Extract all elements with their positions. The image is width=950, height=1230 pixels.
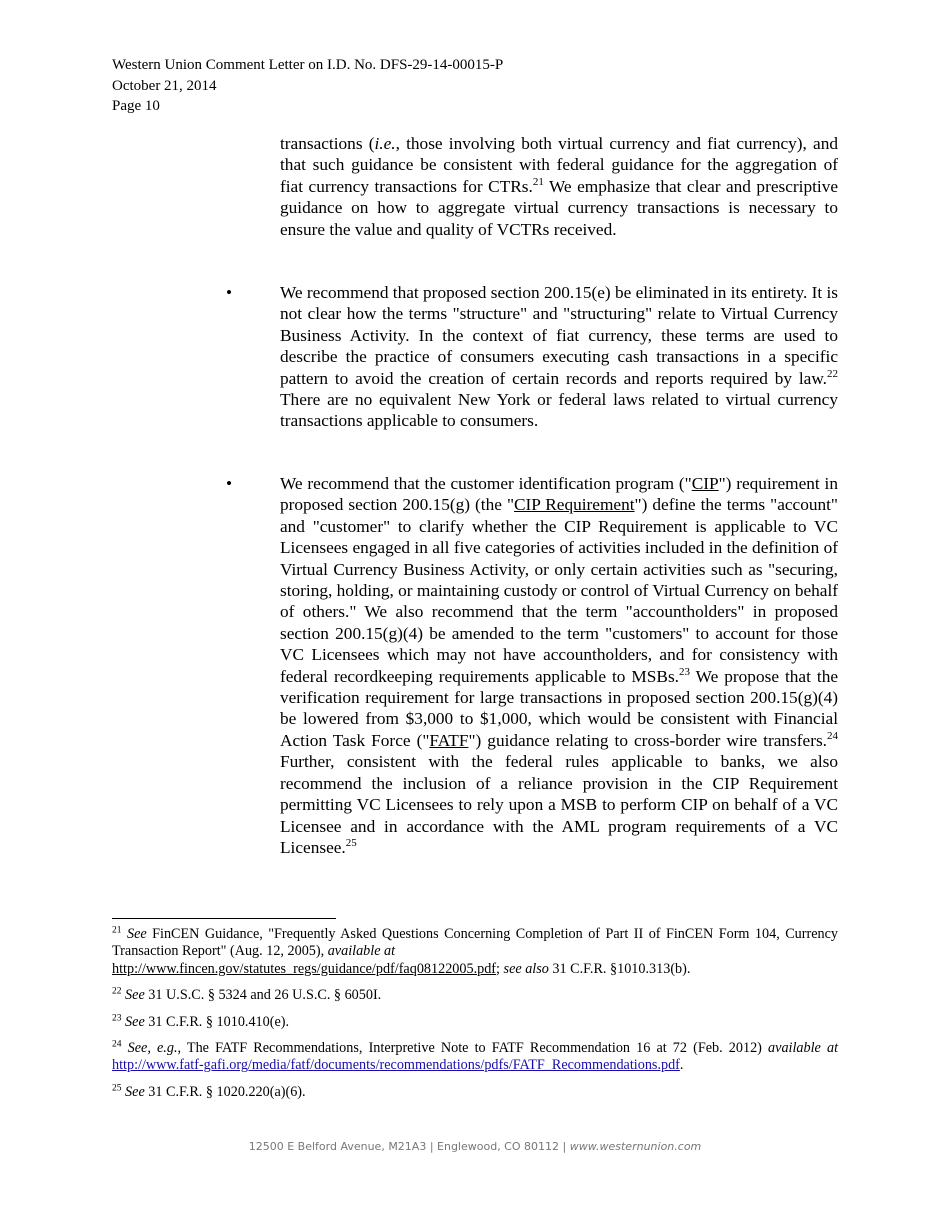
defined-term-fatf: FATF bbox=[429, 730, 469, 750]
defined-term-cip-requirement: CIP Requirement bbox=[514, 495, 635, 515]
footnote-ref-24[interactable]: 24 bbox=[827, 730, 838, 743]
footnote-divider bbox=[112, 918, 336, 919]
footnote-ref-25[interactable]: 25 bbox=[345, 837, 357, 850]
fincen-url-link[interactable]: http://www.fincen.gov/statutes_regs/guidance/pdf/faq08122005.pdf bbox=[112, 960, 497, 977]
fatf-url-link[interactable]: http://www.fatf-gafi.org/media/fatf/documents/recommendations/pdfs/FATF_Recommendations.pdf bbox=[112, 1057, 680, 1074]
bullet-text: We recommend that the customer identification program ("CIP") requirement in proposed section 200.15(g) (the "CIP Requirement") define the terms "account" and "customer" to clarify whether the CIP Requirement is applicable to VC Licensees engaged in all five categories of activities included in the definition of Virtual Currency Business Activity, or only certain activities such as "securing, storing, holding, or maintaining custody or control of Virtual Currency on behalf of others." We also recommend that the term "accountholders" in proposed section 200.15(g)(4) be amended to the term "customers" to account for those VC Licensees which may not have accountholders, and for consistency with federal recordkeeping requirements applicable to MSBs.$^{23}$ We propose that the verification requirement for large transactions in proposed section 200.15(g)(4) be lowered from $3,000 to $1,000, which would be consistent with Financial Action Task Force ("FATF") guidance relating to cross-border wire transfers.$^{24}$ Further, consistent with the federal rules applicable to banks, we also recommend the inclusion of a reliance provision in the CIP Requirement permitting VC Licensees to rely upon a MSB to perform CIP on behalf of a VC Licensee and in accordance with the AML program requirements of a VC Licensee.$^{25}$ bbox=[280, 474, 839, 857]
continuation-paragraph: transactions (i.e., those involving both virtual currency and fiat currency), and that such guidance be consistent with federal guidance for the aggregation of fiat currency transactions for CTRs.$^{21}$ We emphasize that clear and prescriptive guidance on how to aggregate virtual currency transactions is necessary to ensure the value and quality of VCTRs received. bbox=[280, 134, 839, 239]
footer-address: 12500 E Belford Avenue, M21A3 | Englewood, CO 80112 | bbox=[248, 1140, 570, 1153]
bullet-icon: • bbox=[225, 474, 233, 493]
footnote-22: $^{22}$ See 31 U.S.C. § 5324 and 26 U.S.C. § 6050I. bbox=[112, 986, 382, 1004]
footnote-21: $^{21}$ See FinCEN Guidance, "Frequently Asked Questions Concerning Completion of Part II of FinCEN Form 104, Currency Transaction Report" (Aug. 12, 2005), available at http://www.fincen.gov/statutes_regs/guidance/pdf/faq08122005.pdf; see also 31 C.F.R. §1010.313(b). bbox=[112, 925, 839, 977]
bullet-icon: • bbox=[225, 283, 233, 302]
footnotes-section bbox=[112, 926, 838, 1110]
header-page-number: Page 10 bbox=[112, 98, 160, 114]
bullet-item-cip bbox=[222, 473, 838, 858]
letter-header bbox=[112, 55, 503, 117]
footnote-ref-21[interactable]: 21 bbox=[532, 176, 544, 189]
header-title: Western Union Comment Letter on I.D. No. DFS-29-14-00015-P bbox=[112, 57, 504, 73]
footnote-25: $^{25}$ See 31 C.F.R. § 1020.220(a)(6). bbox=[112, 1083, 306, 1100]
bullet-text: We recommend that proposed section 200.15(e) be eliminated in its entirety. It is not clear how the terms "structure" and "structuring" relate to Virtual Currency Business Activity. In the context of fiat currency, these terms are used to describe the practice of consumers executing cash transactions in a specific pattern to avoid the creation of certain records and reports required by law.$^{22}$ There are no equivalent New York or federal laws related to virtual currency transactions applicable to consumers. bbox=[280, 283, 839, 431]
footnote-23: $^{23}$ See 31 C.F.R. § 1010.410(e). bbox=[112, 1012, 290, 1030]
footnote-ref-23[interactable]: 23 bbox=[679, 665, 690, 678]
footnote-ref-22[interactable]: 22 bbox=[827, 367, 838, 380]
bullet-item-structuring bbox=[222, 282, 838, 432]
defined-term-cip: CIP bbox=[691, 474, 719, 493]
header-date: October 21, 2014 bbox=[112, 77, 217, 94]
page-footer bbox=[0, 1140, 950, 1153]
footer-website: www.westernunion.com bbox=[569, 1140, 702, 1153]
footnote-24: $^{24}$ See, e.g., The FATF Recommendations, Interpretive Note to FATF Recommendation 16 at 72 (Feb. 2012) available at http://www.fatf-gafi.org/media/fatf/documents/recommendations/pdfs/FATF_Recommendations.pdf. bbox=[112, 1039, 839, 1074]
